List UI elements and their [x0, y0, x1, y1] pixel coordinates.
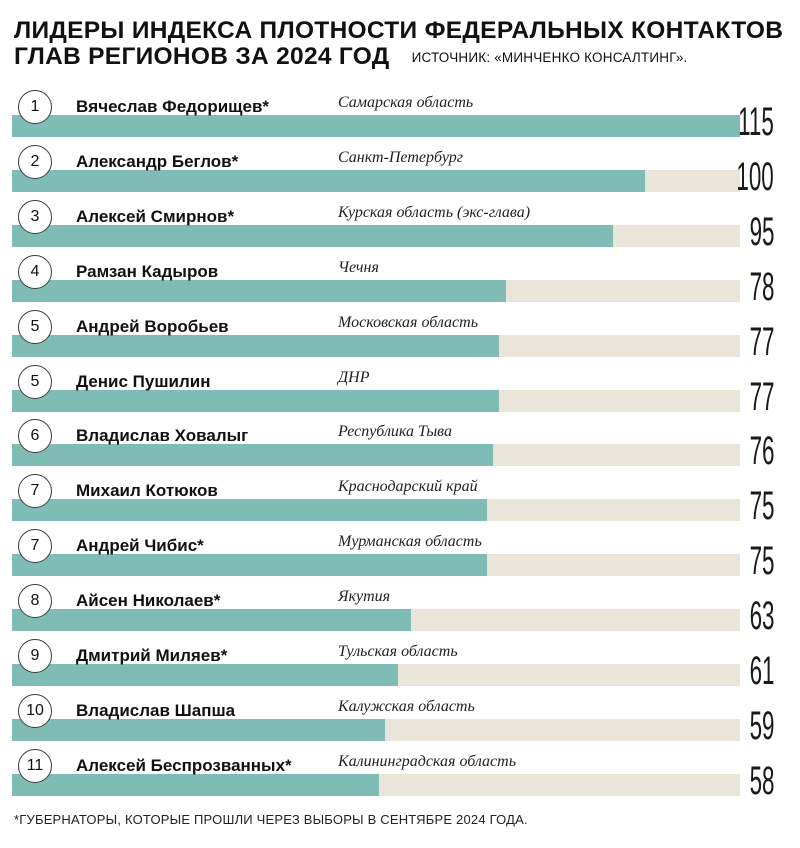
bar	[12, 554, 487, 576]
region-label: Московская область	[338, 313, 478, 331]
value-label: 77	[749, 319, 774, 364]
bar	[12, 335, 499, 357]
region-label: Калининградская область	[338, 752, 516, 770]
region-label: Тульская область	[338, 643, 458, 660]
rank-badge: 7	[18, 529, 52, 563]
value-label: 100	[736, 154, 774, 199]
region-label: Калужская область	[338, 697, 475, 715]
governor-name: Айсен Николаев*	[76, 591, 221, 611]
value-label: 77	[749, 374, 774, 419]
region-label: Самарская область	[338, 94, 474, 111]
rank-badge: 4	[18, 255, 52, 289]
rank-badge: 5	[18, 310, 52, 344]
bar	[12, 170, 645, 192]
governor-name: Александр Беглов*	[76, 151, 239, 171]
value-label: 58	[749, 758, 774, 803]
bar	[12, 774, 379, 796]
governor-name: Алексей Беспрозванных*	[76, 755, 292, 775]
title-line-1: ЛИДЕРЫ ИНДЕКСА ПЛОТНОСТИ ФЕДЕРАЛЬНЫХ КОНТАКТОВ	[14, 17, 784, 44]
rank-badge: 3	[18, 200, 52, 234]
value-label: 115	[738, 100, 774, 144]
governor-name: Владислав Ховалыг	[76, 426, 249, 446]
value-label: 95	[749, 209, 774, 254]
value-label: 59	[749, 703, 774, 748]
rank-badge: 10	[18, 694, 52, 728]
bar	[12, 280, 506, 302]
bar	[12, 719, 385, 741]
rank-badge: 5	[18, 365, 52, 399]
region-label: ДНР	[338, 368, 370, 386]
governor-name: Вячеслав Федорищев*	[76, 97, 270, 116]
source-note: ИСТОЧНИК: «МИНЧЕНКО КОНСАЛТИНГ».	[411, 50, 688, 65]
bar	[12, 609, 411, 631]
governor-name: Рамзан Кадыров	[76, 261, 219, 281]
bar	[12, 444, 493, 466]
footnote: *ГУБЕРНАТОРЫ, КОТОРЫЕ ПРОШЛИ ЧЕРЕЗ ВЫБОРЫ В СЕНТЯБРЕ 2024 ГОДА.	[14, 812, 528, 827]
title-line-2-text: ГЛАВ РЕГИОНОВ ЗА 2024 ГОД	[14, 43, 390, 70]
region-label: Краснодарский край	[338, 478, 478, 496]
rank-badge: 6	[18, 419, 52, 453]
bar	[12, 115, 740, 137]
rank-badge: 11	[18, 749, 52, 783]
rank-badge: 1	[18, 90, 52, 124]
value-label: 61	[749, 649, 774, 693]
region-label: Курская область (экс-глава)	[338, 203, 531, 221]
value-label: 75	[749, 484, 774, 529]
governor-name: Дмитрий Миляев*	[76, 646, 228, 665]
bar	[12, 499, 487, 521]
region-label: Республика Тыва	[338, 423, 452, 441]
region-label: Чечня	[338, 258, 379, 276]
bar	[12, 225, 613, 247]
region-label: Якутия	[338, 588, 391, 606]
governor-name: Денис Пушилин	[76, 371, 211, 391]
rank-badge: 9	[18, 639, 52, 673]
governor-name: Андрей Воробьев	[76, 316, 229, 336]
region-label: Санкт-Петербург	[338, 148, 463, 166]
governor-name: Владислав Шапша	[76, 700, 236, 720]
governor-name: Андрей Чибис*	[76, 536, 204, 556]
bar	[12, 664, 398, 686]
governor-name: Михаил Котюков	[76, 481, 218, 501]
region-label: Мурманская область	[338, 533, 482, 551]
rank-badge: 2	[18, 145, 52, 179]
rank-badge: 8	[18, 584, 52, 618]
governor-name: Алексей Смирнов*	[76, 206, 235, 226]
value-label: 78	[749, 264, 774, 309]
value-label: 76	[749, 429, 774, 474]
value-label: 75	[749, 539, 774, 584]
value-label: 63	[749, 594, 774, 639]
bar	[12, 390, 499, 412]
rank-badge: 7	[18, 474, 52, 508]
